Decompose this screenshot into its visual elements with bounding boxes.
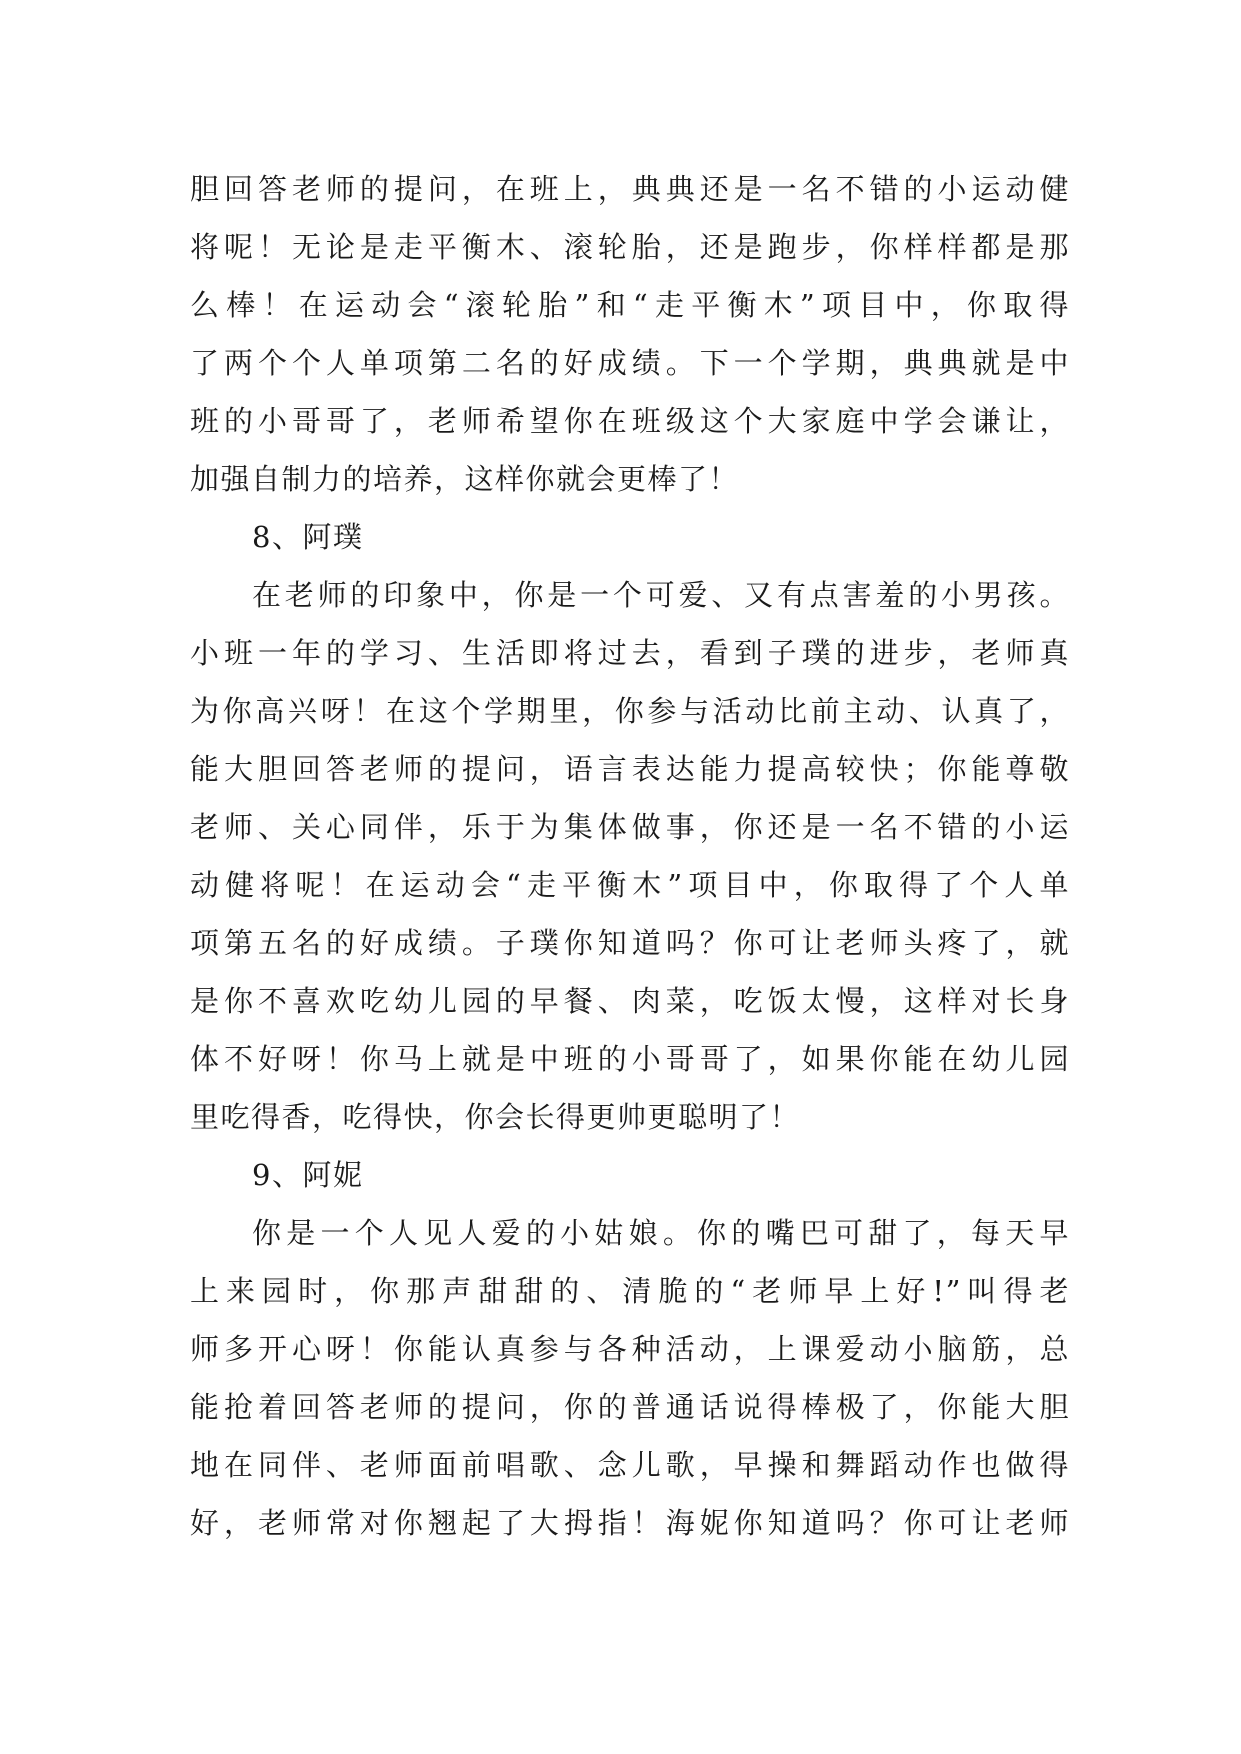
- text-line: 好，老师常对你翘起了大拇指！海妮你知道吗？你可让老师: [190, 1506, 1070, 1540]
- text-line: 么棒！在运动会“滚轮胎”和“走平衡木”项目中，你取得: [190, 288, 1070, 322]
- text-line: 老师、关心同伴，乐于为集体做事，你还是一名不错的小运: [190, 810, 1070, 844]
- text-line: 将呢！无论是走平衡木、滚轮胎，还是跑步，你样样都是那: [190, 230, 1070, 264]
- text-line: 为你高兴呀！在这个学期里，你参与活动比前主动、认真了，: [190, 694, 1070, 728]
- text-line: 能大胆回答老师的提问，语言表达能力提高较快；你能尊敬: [190, 752, 1070, 786]
- text-line: 你是一个人见人爱的小姑娘。你的嘴巴可甜了，每天早: [252, 1216, 1070, 1250]
- section-heading-8: 8、阿璞: [252, 520, 364, 554]
- text-line: 了两个个人单项第二名的好成绩。下一个学期，典典就是中: [190, 346, 1070, 380]
- text-line: 是你不喜欢吃幼儿园的早餐、肉菜，吃饭太慢，这样对长身: [190, 984, 1070, 1018]
- text-line: 小班一年的学习、生活即将过去，看到子璞的进步，老师真: [190, 636, 1070, 670]
- text-line: 项第五名的好成绩。子璞你知道吗？你可让老师头疼了，就: [190, 926, 1070, 960]
- text-line: 上来园时，你那声甜甜的、清脆的“老师早上好!”叫得老: [190, 1274, 1070, 1308]
- text-line: 里吃得香，吃得快，你会长得更帅更聪明了！: [190, 1100, 801, 1134]
- text-line: 动健将呢！在运动会“走平衡木”项目中，你取得了个人单: [190, 868, 1070, 902]
- text-line: 加强自制力的培养，这样你就会更棒了！: [190, 462, 740, 496]
- text-line: 在老师的印象中，你是一个可爱、又有点害羞的小男孩。: [252, 578, 1070, 612]
- text-line: 班的小哥哥了，老师希望你在班级这个大家庭中学会谦让，: [190, 404, 1070, 438]
- document-body: [190, 160, 1070, 1552]
- text-line: 师多开心呀！你能认真参与各种活动，上课爱动小脑筋，总: [190, 1332, 1070, 1366]
- section-heading-9: 9、阿妮: [252, 1158, 364, 1192]
- text-line: 能抢着回答老师的提问，你的普通话说得棒极了，你能大胆: [190, 1390, 1070, 1424]
- text-line: 地在同伴、老师面前唱歌、念儿歌，早操和舞蹈动作也做得: [190, 1448, 1070, 1482]
- text-line: 胆回答老师的提问，在班上，典典还是一名不错的小运动健: [190, 172, 1070, 206]
- text-line: 体不好呀！你马上就是中班的小哥哥了，如果你能在幼儿园: [190, 1042, 1070, 1076]
